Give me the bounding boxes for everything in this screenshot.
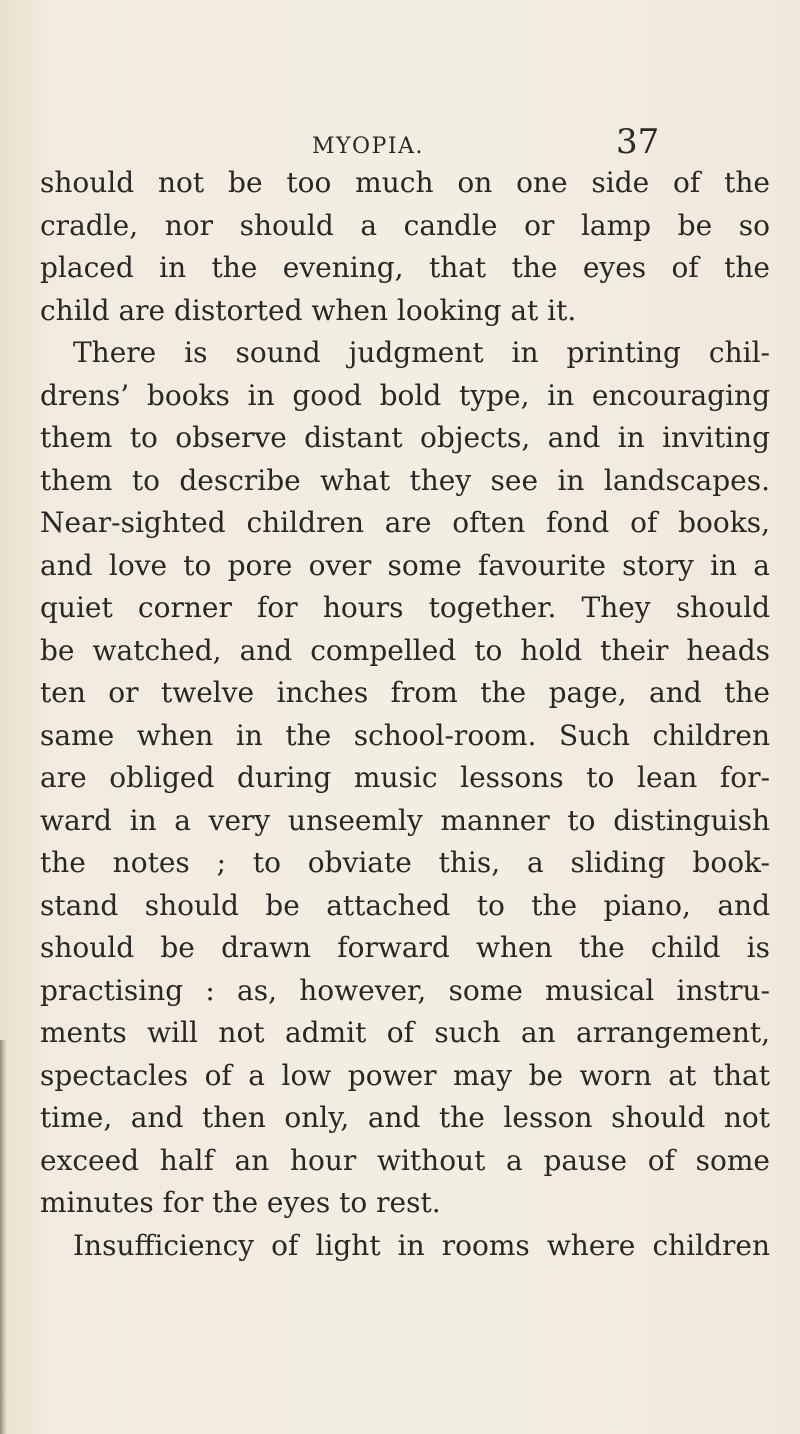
text-line: same when in the school-room. Such children [40, 718, 770, 752]
text-line: practising : as, however, some musical instru- [40, 973, 770, 1007]
text-line: placed in the evening, that the eyes of the [40, 251, 770, 284]
text-line: ward in a very unseemly manner to distinguish [40, 803, 770, 837]
text-line: stand should be attached to the piano, and [40, 888, 770, 922]
running-head: MYOPIA. [312, 134, 424, 159]
text-line: Near-sighted children are often fond of books, [40, 506, 770, 539]
text-line: spectacles of a low power may be worn at that [40, 1058, 770, 1092]
text-line: minutes for the eyes to rest. [40, 1186, 441, 1219]
text-line: cradle, nor should a candle or lamp be so [40, 208, 770, 242]
text-line: are obliged during music lessons to lean for- [40, 761, 770, 794]
text-line: Insufficiency of light in rooms where children [73, 1228, 770, 1262]
text-line: them to observe distant objects, and in inviting [40, 421, 770, 454]
text-line: ments will not admit of such an arrangement, [40, 1016, 770, 1049]
text-line: them to describe what they see in landscapes. [40, 463, 770, 497]
text-line: should not be too much on one side of the [40, 166, 770, 199]
text-line: ten or twelve inches from the page, and the [40, 676, 770, 709]
text-line: the notes ; to obviate this, a sliding book- [40, 846, 770, 879]
text-line: be watched, and compelled to hold their heads [40, 633, 770, 667]
text-line: exceed half an hour without a pause of some [40, 1143, 770, 1177]
text-line: There is sound judgment in printing chil- [73, 336, 770, 369]
text-line: and love to pore over some favourite story in a [40, 548, 770, 582]
page-number: 37 [616, 122, 660, 162]
text-line: time, and then only, and the lesson should not [40, 1101, 770, 1134]
body-text [40, 162, 770, 1267]
text-line: should be drawn forward when the child is [40, 931, 770, 964]
page-header [0, 118, 800, 166]
text-line: child are distorted when looking at it. [40, 293, 577, 327]
text-line: drens’ books in good bold type, in encouraging [40, 378, 770, 412]
binding-shadow [0, 1040, 6, 1434]
text-line: quiet corner for hours together. They should [40, 591, 770, 624]
